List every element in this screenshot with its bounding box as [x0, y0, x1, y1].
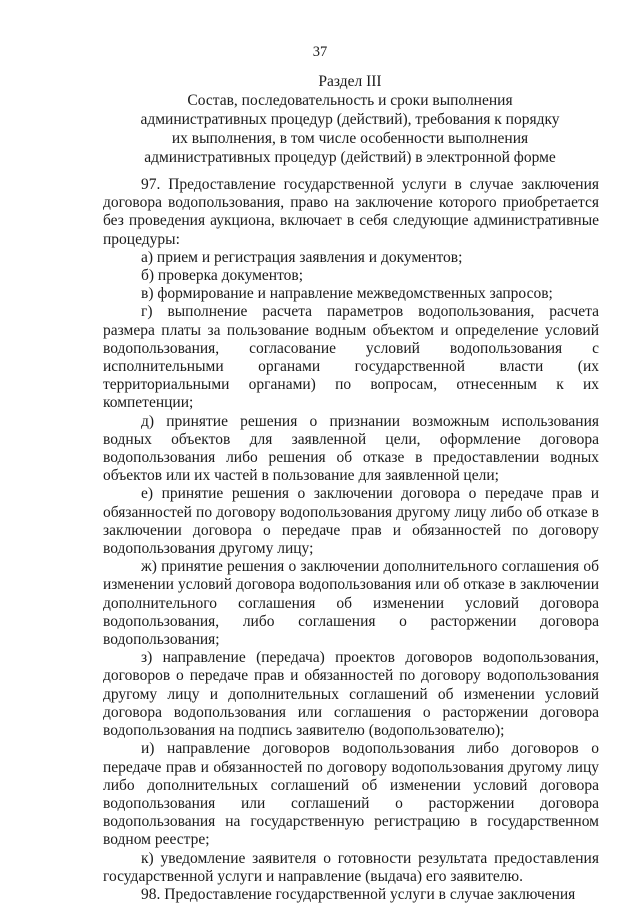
section-heading-line: административных процедур (действий) в электронной форме [144, 149, 556, 166]
section-title: Раздел III [318, 73, 382, 90]
list-item-v: в) формирование и направление межведомственных запросов; [141, 285, 553, 303]
section-heading-line: административных процедур (действий), требования к порядку [140, 111, 560, 128]
section-header [90, 72, 610, 167]
list-item-i: и) направление договоров водопользования либо договоров о передаче прав и обязанностей по договору водопользования другому лицу либо дополнительных соглашений об изменении условий договора водопользования или соглашений о расторжении договора водопользования на государственную регистрацию в государственном водном реестре; [103, 740, 599, 849]
list-item-g: г) выполнение расчета параметров водопользования, расчета размера платы за пользование водным объектом и определение условий водопользования, согласование условий водопользования с исполнительными органами государственной власти (их территориальными органами) по вопросам, отнесенным к их компетенции; [103, 303, 599, 412]
list-item-e: е) принятие решения о заключении договора о передаче прав и обязанностей по договору водопользования другому лицу либо об отказе в заключении договора о передаче прав и обязанностей по договору водопользования другому лицу; [103, 485, 599, 558]
list-item-b: б) проверка документов; [141, 267, 304, 285]
document-body [103, 176, 599, 904]
list-item-zh: ж) принятие решения о заключении дополнительного соглашения об изменении условий договора водопользования или об отказе в заключении дополнительного соглашения об изменении условий договора водопользования, либо соглашения о расторжении договора водопользования; [103, 558, 599, 649]
section-heading-line: Состав, последовательность и сроки выполнения [187, 92, 513, 109]
list-item-d: д) принятие решения о признании возможным использования водных объектов для заявленной цели, оформление договора водопользования либо решения об отказе в предоставлении водных объектов или их частей в пользование для заявленной цели; [103, 412, 599, 485]
list-item-a: а) прием и регистрация заявления и документов; [141, 248, 463, 266]
paragraph-98: 98. Предоставление государственной услуги в случае заключения [141, 885, 576, 903]
section-heading-line: их выполнения, в том числе особенности выполнения [171, 130, 529, 147]
page-number: 37 [312, 44, 328, 60]
paragraph-97: 97. Предоставление государственной услуги в случае заключения договора водопользования, право на заключение которого приобретается без проведения аукциона, включает в себя следующие административные процедуры: [103, 176, 599, 248]
list-item-z: з) направление (передача) проектов договоров водопользования, договоров о передаче прав и обязанностей по договору водопользования другому лицу и дополнительных соглашений об изменении условий договора водопользования или соглашения о расторжении договора водопользования на подпись заявителю (водопользователю); [103, 649, 599, 740]
list-item-k: к) уведомление заявителя о готовности результата предоставления государственной услуги и направление (выдача) его заявителю. [103, 849, 599, 885]
